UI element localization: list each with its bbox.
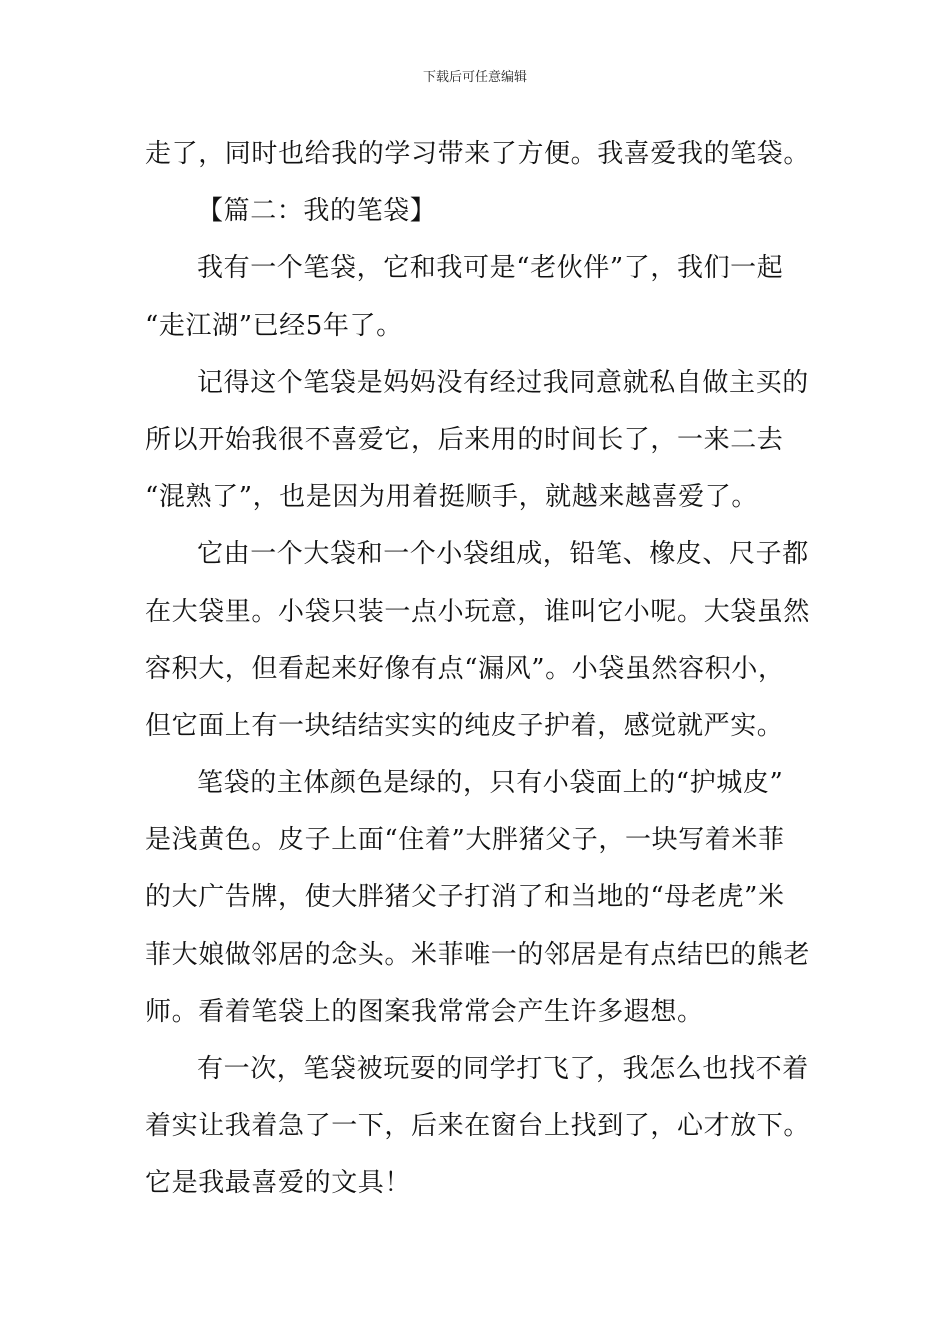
text-line: 记得这个笔袋是妈妈没有经过我同意就私自做主买的 (197, 367, 809, 398)
text-line: 是浅黄色。皮子上面“住着”大胖猪父子，一块写着米菲 (145, 825, 785, 856)
text-line: 它是我最喜爱的文具！ (145, 1168, 412, 1199)
text-line: 容积大，但看起来好像有点“漏风”。小袋虽然容积小， (145, 653, 785, 684)
text-line: 菲大娘做邻居的念头。米菲唯一的邻居是有点结巴的熊老 (145, 939, 811, 970)
text-line: 笔袋的主体颜色是绿的，只有小袋面上的“护城皮” (197, 768, 784, 799)
text-line: 我有一个笔袋，它和我可是“老伙伴”了，我们一起 (197, 253, 784, 284)
text-line: 着实让我着急了一下，后来在窗台上找到了，心才放下。 (145, 1111, 811, 1142)
text-line: “走江湖”已经5年了。 (145, 310, 403, 341)
document-body (145, 126, 810, 1213)
text-line: 师。看着笔袋上的图案我常常会产生许多遐想。 (145, 996, 704, 1027)
page-header: 下载后可任意编辑 (422, 70, 527, 85)
text-line: 的大广告牌，使大胖猪父子打消了和当地的“母老虎”米 (145, 882, 785, 913)
text-line: “混熟了”，也是因为用着挺顺手，就越来越喜爱了。 (145, 482, 758, 513)
text-line: 但它面上有一块结结实实的纯皮子护着，感觉就严实。 (145, 710, 784, 741)
text-line: 有一次，笔袋被玩耍的同学打飞了，我怎么也找不着 (197, 1054, 809, 1084)
section-heading: 【篇二：我的笔袋】 (197, 196, 437, 227)
text-line: 所以开始我很不喜爱它，后来用的时间长了，一来二去 (145, 424, 784, 455)
text-line: 它由一个大袋和一个小袋组成，铅笔、橡皮、尺子都 (197, 539, 809, 570)
text-line: 走了，同时也给我的学习带来了方便。我喜爱我的笔袋。 (145, 139, 811, 169)
text-line: 在大袋里。小袋只装一点小玩意，谁叫它小呢。大袋虽然 (145, 596, 811, 627)
